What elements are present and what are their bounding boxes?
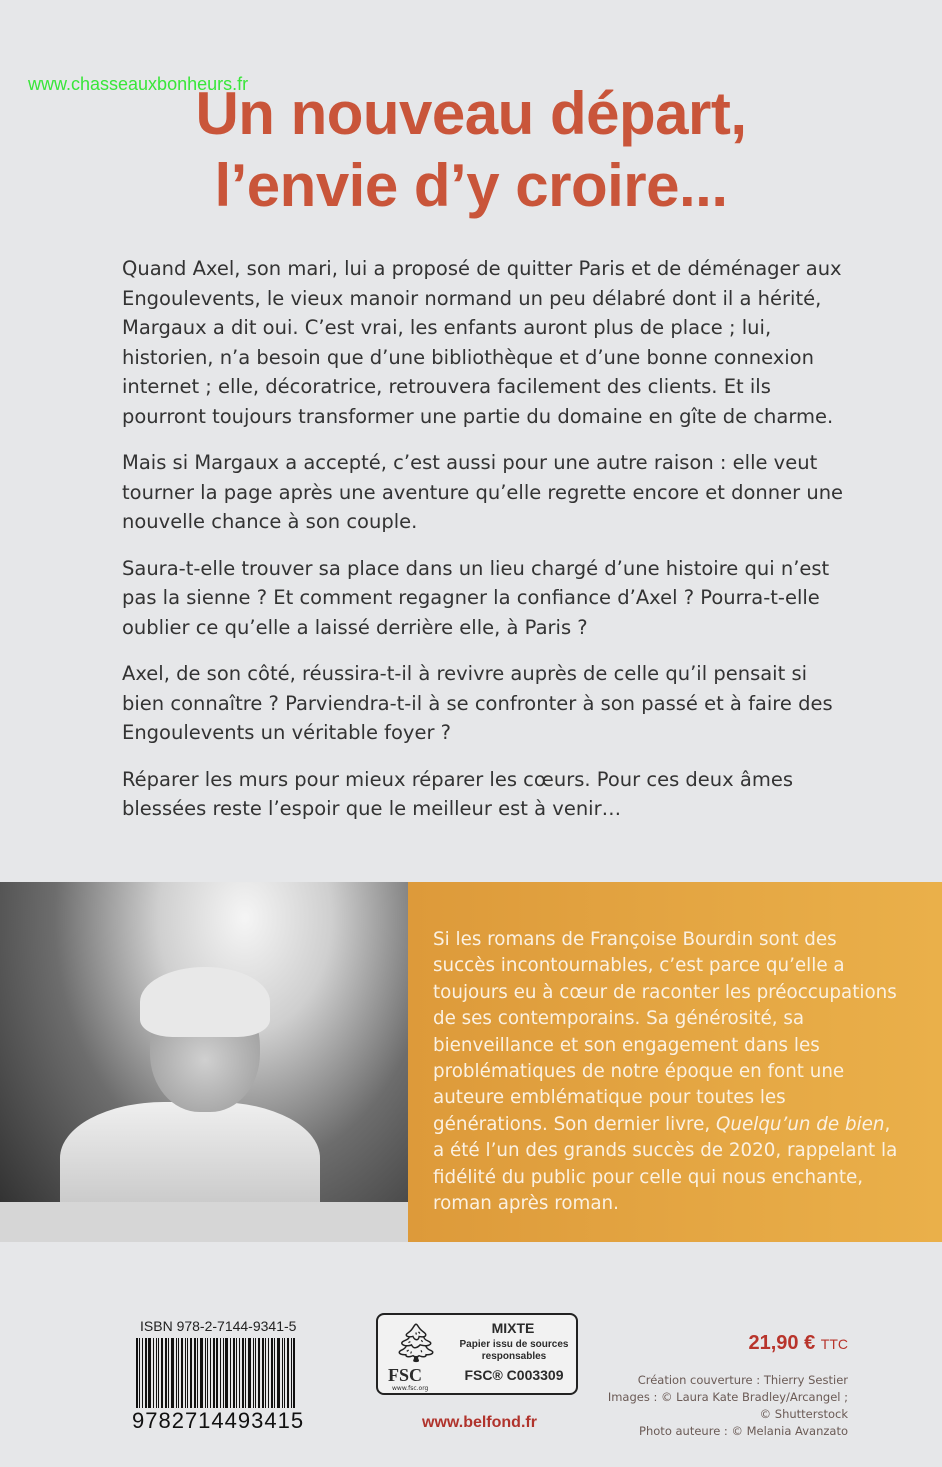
barcode-bar xyxy=(190,1338,192,1408)
credit-line: Photo auteure : © Melania Avanzato xyxy=(639,1424,848,1438)
headline-line-2: l’envie d’y croire... xyxy=(214,152,728,219)
credit-line: Création couverture : Thierry Sestier xyxy=(637,1373,848,1387)
barcode-bar xyxy=(185,1338,186,1408)
barcode-bar xyxy=(158,1338,159,1408)
fsc-label xyxy=(376,1313,578,1395)
barcode-bar xyxy=(271,1338,273,1408)
publisher-website[interactable]: www.belfond.fr xyxy=(422,1414,537,1431)
fsc-mixte: MIXTE xyxy=(491,1320,535,1336)
fsc-tree-icon: 🌲︎ xyxy=(392,1321,441,1365)
barcode-bar xyxy=(145,1338,147,1408)
price xyxy=(748,1332,848,1355)
fsc-site: www.fsc.org xyxy=(392,1385,429,1392)
barcode-bar xyxy=(142,1338,143,1408)
barcode-bar xyxy=(284,1338,285,1408)
barcode-bar xyxy=(268,1338,269,1408)
barcode-bar xyxy=(245,1338,246,1408)
photo-figure-hair xyxy=(140,967,270,1037)
barcode-bar xyxy=(293,1338,295,1408)
blurb-paragraph: Mais si Margaux a accepté, c’est aussi pour une autre raison : elle veut tourner la page après une aventure qu’elle regrette encore et donner une nouvelle chance à son couple. xyxy=(122,451,844,533)
headline-line-1: Un nouveau départ, xyxy=(195,80,747,147)
bio-book-title: Quelqu’un de bien xyxy=(716,1113,885,1135)
barcode-bar xyxy=(216,1338,218,1408)
credits xyxy=(608,1372,848,1440)
blurb-paragraph: Quand Axel, son mari, lui a proposé de quitter Paris et de déménager aux Engoulevents, le vieux manoir normand un peu délabré dont il a hérité, Margaux a dit oui. C’est vrai, les enfants auront plus de place ; lui, historien, n’a besoin que d’une bibliothèque et d’une bonne connexion internet ; elle, décoratrice, retrouvera facilement des clients. Et ils pourront toujours transformer une partie du domaine en gîte de charme. xyxy=(122,257,842,428)
barcode-bar xyxy=(187,1338,188,1408)
barcode-bar xyxy=(197,1338,198,1408)
barcode-bar xyxy=(220,1338,221,1408)
bio-text: Si les romans de Françoise Bourdin sont des succès incontournables, c’est parce qu’elle a toujours eu à cœur de raconter les préoccupations de ses contemporains. Sa générosité, sa bienveillance et son engagement dans les problématiques de notre époque en font une auteure emblématique pour toutes les générations. Son dernier livre, xyxy=(433,929,897,1135)
barcode-bar xyxy=(248,1338,251,1408)
price-amount: 21,90 € xyxy=(748,1332,816,1354)
barcode-bar xyxy=(136,1338,138,1408)
barcode-bar xyxy=(282,1338,283,1408)
barcode-bar xyxy=(156,1338,157,1408)
fsc-code: FSC® C003309 xyxy=(464,1367,564,1383)
barcode-bar xyxy=(194,1338,196,1408)
author-bio xyxy=(408,882,942,1242)
barcode-bar xyxy=(207,1338,208,1408)
blurb-paragraph: Saura-t-elle trouver sa place dans un lieu chargé d’une histoire qui n’est pas la sienne ? Et comment regagner la confiance d’Axel ? Pourra-t-elle oublier ce qu’elle a laissé derrière elle, à Paris ? xyxy=(122,556,830,639)
bio-text: , a été l’un des grands succès de 2020, rappelant la fidélité du public pour celle qui nous enchante, roman après roman. xyxy=(433,1113,898,1215)
barcode-bar xyxy=(168,1338,169,1408)
barcode-bar xyxy=(255,1338,256,1408)
barcode-bar xyxy=(236,1338,237,1408)
barcode-number: 9782714493415 xyxy=(132,1408,305,1433)
barcode-bar xyxy=(213,1338,215,1408)
barcode-bar xyxy=(200,1338,203,1408)
blurb-paragraph: Réparer les murs pour mieux réparer les cœurs. Pour ces deux âmes blessées reste l’espoir que le meilleur est à venir… xyxy=(122,767,793,820)
photo-table xyxy=(0,1202,408,1242)
price-suffix: TTC xyxy=(820,1336,848,1352)
watermark: www.chasseauxbonheurs.fr xyxy=(28,74,249,94)
barcode-bar xyxy=(242,1338,244,1408)
barcode-bar xyxy=(165,1338,167,1408)
barcode-bar xyxy=(287,1338,289,1408)
barcode-bar xyxy=(253,1338,254,1408)
barcode-bar xyxy=(262,1338,264,1408)
barcode-bar xyxy=(161,1338,163,1408)
barcode-bar xyxy=(139,1338,140,1408)
barcode-bar xyxy=(153,1338,154,1408)
fsc-logo: FSC xyxy=(388,1365,423,1385)
fsc-papier: Papier issu de sources responsables xyxy=(459,1339,569,1362)
headline xyxy=(0,78,942,222)
barcode-bar xyxy=(178,1338,179,1408)
barcode-bar xyxy=(223,1338,224,1408)
barcode-bar xyxy=(230,1338,231,1408)
barcode-bar xyxy=(274,1338,275,1408)
barcode-bar xyxy=(258,1338,260,1408)
barcode-bar xyxy=(210,1338,211,1408)
credit-line: © Shutterstock xyxy=(759,1407,848,1421)
barcode-bar xyxy=(205,1338,206,1408)
barcode-bar xyxy=(239,1338,240,1408)
barcode-bar xyxy=(291,1338,292,1408)
barcode-bar xyxy=(176,1338,177,1408)
barcode-bar xyxy=(171,1338,174,1408)
isbn: ISBN 978-2-7144-9341-5 xyxy=(140,1318,297,1334)
blurb-paragraph: Axel, de son côté, réussira-t-il à revivre auprès de celle qu’il pensait si bien connaître ? Parviendra-t-il à se confronter à son passé et à faire des Engoulevents un véritable foyer ? xyxy=(122,662,833,744)
barcode-bar xyxy=(148,1338,151,1408)
barcode-bar xyxy=(181,1338,183,1408)
credit-line: Images : © Laura Kate Bradley/Arcangel ; xyxy=(607,1390,848,1404)
author-photo xyxy=(0,882,408,1242)
barcode-bar xyxy=(265,1338,266,1408)
barcode-bar xyxy=(225,1338,228,1408)
barcode-bar xyxy=(233,1338,235,1408)
blurb xyxy=(122,254,852,841)
barcode-bar xyxy=(277,1338,280,1408)
barcode xyxy=(136,1338,306,1408)
